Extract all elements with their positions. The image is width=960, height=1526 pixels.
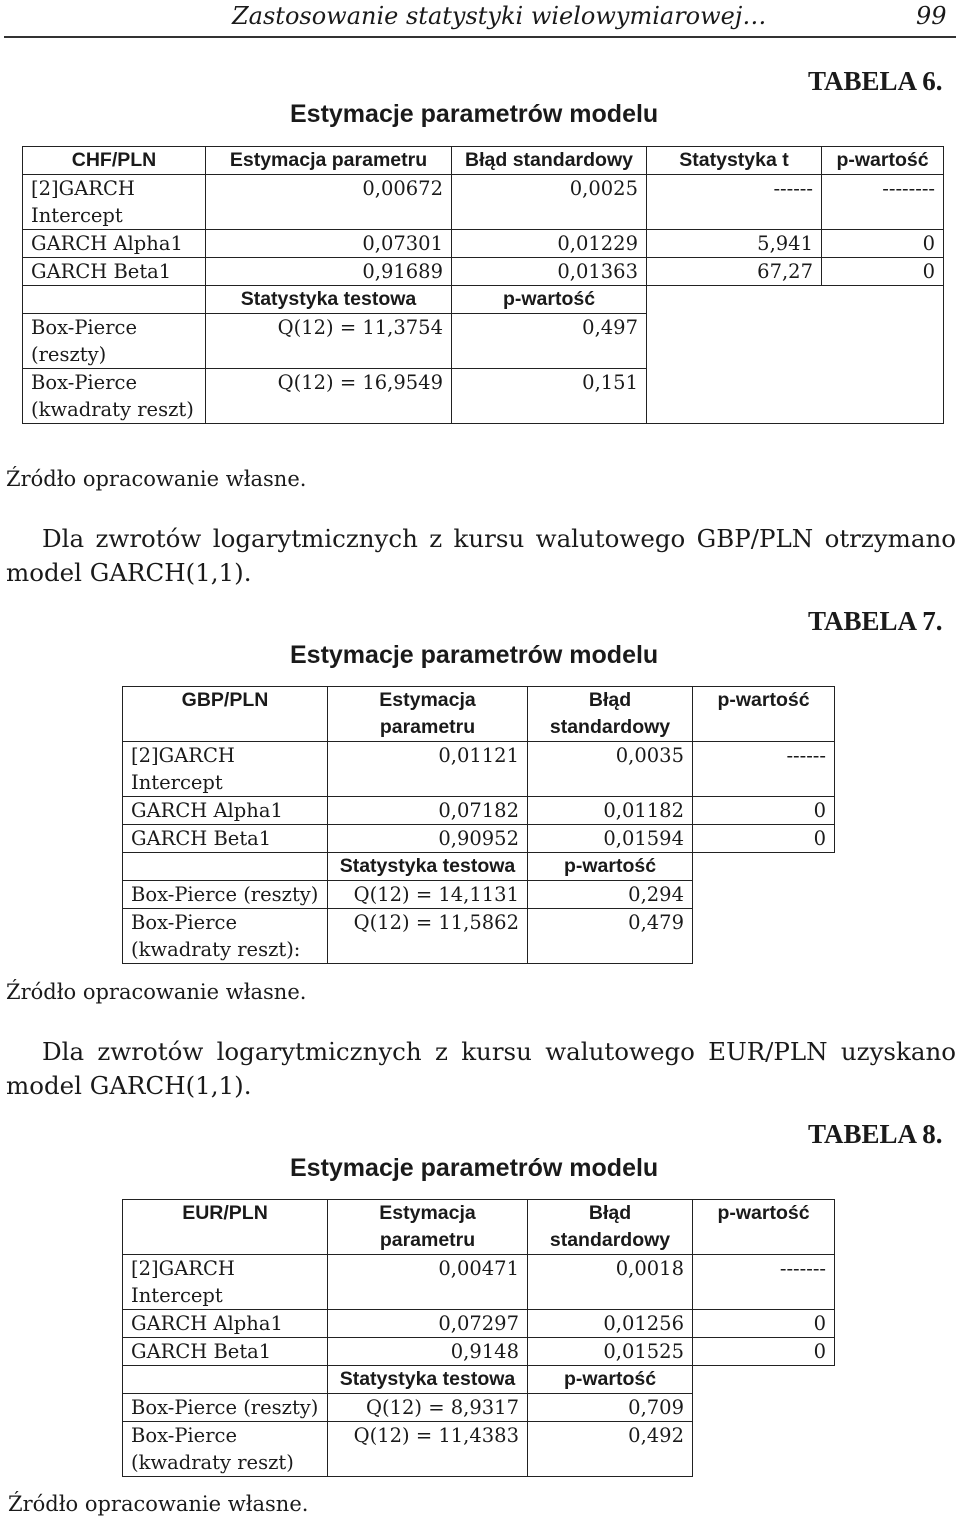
table-cell: 0,01256 bbox=[528, 1310, 693, 1338]
paragraph-gbp: Dla zwrotów logarytmicznych z kursu walutowego GBP/PLN otrzymano model GARCH(1,1). bbox=[6, 524, 956, 587]
header-cell: Estymacja parametru bbox=[328, 687, 528, 742]
table-cell: 0,00471 bbox=[328, 1255, 528, 1310]
table-cell: Q(12) = 16,9549 bbox=[206, 369, 452, 424]
test-header-row bbox=[123, 853, 835, 881]
header-cell: CHF/PLN bbox=[23, 147, 206, 175]
header-cell: Statystyka testowa bbox=[328, 1366, 528, 1394]
table-cell: ------- bbox=[693, 1255, 835, 1310]
table-row bbox=[123, 797, 835, 825]
table-6-source: Źródło opracowanie własne. bbox=[6, 467, 307, 491]
table-8-source: Źródło opracowanie własne. bbox=[8, 1492, 309, 1516]
row-label: Box-Pierce (reszty) bbox=[123, 881, 328, 909]
header-cell: GBP/PLN bbox=[123, 687, 328, 742]
table-cell: ------ bbox=[647, 175, 822, 230]
row-label: Box-Pierce (kwadraty reszt) bbox=[123, 1422, 328, 1477]
row-label: GARCH Alpha1 bbox=[23, 230, 206, 258]
row-label: [2]GARCH Intercept bbox=[123, 742, 328, 797]
header-cell: p-wartość bbox=[528, 1366, 693, 1394]
table-cell: Q(12) = 11,3754 bbox=[206, 314, 452, 369]
table-cell: 0,00672 bbox=[206, 175, 452, 230]
table-cell: 0,01121 bbox=[328, 742, 528, 797]
table-cell: Q(12) = 11,5862 bbox=[328, 909, 528, 964]
table-cell: 0 bbox=[693, 1310, 835, 1338]
table-row bbox=[123, 742, 835, 797]
header-cell: Statystyka testowa bbox=[206, 286, 452, 314]
table-6 bbox=[22, 146, 944, 424]
table-cell: 0,151 bbox=[452, 369, 647, 424]
table-row bbox=[123, 1310, 835, 1338]
header-cell: Błąd standardowy bbox=[528, 687, 693, 742]
row-label: Box-Pierce (kwadraty reszt) bbox=[23, 369, 206, 424]
table-cell: 0,294 bbox=[528, 881, 693, 909]
header-cell: Błąd standardowy bbox=[528, 1200, 693, 1255]
table-cell: 0,0025 bbox=[452, 175, 647, 230]
table-cell: 0,01229 bbox=[452, 230, 647, 258]
table-header-row bbox=[123, 1200, 835, 1255]
table-row bbox=[123, 1255, 835, 1310]
table-cell: 0,07182 bbox=[328, 797, 528, 825]
header-cell: p-wartość bbox=[693, 687, 835, 742]
header-cell: Statystyka testowa bbox=[328, 853, 528, 881]
table-cell: 67,27 bbox=[647, 258, 822, 286]
row-label: Box-Pierce (reszty) bbox=[23, 314, 206, 369]
table-cell: Q(12) = 14,1131 bbox=[328, 881, 528, 909]
row-label: GARCH Alpha1 bbox=[123, 1310, 328, 1338]
table-cell: 0 bbox=[693, 825, 835, 853]
header-cell: Estymacja parametru bbox=[206, 147, 452, 175]
header-cell: Estymacja parametru bbox=[328, 1200, 528, 1255]
table-cell: -------- bbox=[822, 175, 944, 230]
table-cell: 0,01525 bbox=[528, 1338, 693, 1366]
test-header-row bbox=[23, 286, 944, 314]
row-label: GARCH Alpha1 bbox=[123, 797, 328, 825]
table-cell: 0,0035 bbox=[528, 742, 693, 797]
table-cell: ------ bbox=[693, 742, 835, 797]
table-6-title: Estymacje parametrów modelu bbox=[290, 100, 659, 128]
table-8-title: Estymacje parametrów modelu bbox=[290, 1154, 659, 1182]
page-number: 99 bbox=[916, 2, 947, 30]
header-cell: p-wartość bbox=[822, 147, 944, 175]
row-label: GARCH Beta1 bbox=[123, 825, 328, 853]
header-cell: p-wartość bbox=[452, 286, 647, 314]
table-row bbox=[23, 258, 944, 286]
table-7-source: Źródło opracowanie własne. bbox=[6, 980, 307, 1004]
table-row bbox=[23, 230, 944, 258]
table-cell: 0,90952 bbox=[328, 825, 528, 853]
table-cell: 0 bbox=[693, 797, 835, 825]
table-cell: 0,0018 bbox=[528, 1255, 693, 1310]
table-8-number: TABELA 8. bbox=[808, 1119, 943, 1149]
table-7-title: Estymacje parametrów modelu bbox=[290, 641, 659, 669]
table-cell: 0 bbox=[822, 258, 944, 286]
row-label: [2]GARCH Intercept bbox=[23, 175, 206, 230]
paragraph-eur: Dla zwrotów logarytmicznych z kursu walutowego EUR/PLN uzyskano model GARCH(1,1). bbox=[6, 1037, 956, 1100]
table-6-number: TABELA 6. bbox=[808, 66, 943, 96]
header-cell: Statystyka t bbox=[647, 147, 822, 175]
table-cell: Q(12) = 11,4383 bbox=[328, 1422, 528, 1477]
header-cell: p-wartość bbox=[528, 853, 693, 881]
table-header-row bbox=[123, 687, 835, 742]
row-label: [2]GARCH Intercept bbox=[123, 1255, 328, 1310]
table-header-row bbox=[23, 147, 944, 175]
table-cell: 0 bbox=[693, 1338, 835, 1366]
header-divider bbox=[4, 36, 956, 38]
running-header-title: Zastosowanie statystyki wielowymiarowej… bbox=[232, 2, 767, 30]
table-cell: 0,01594 bbox=[528, 825, 693, 853]
table-cell: 0,9148 bbox=[328, 1338, 528, 1366]
table-row bbox=[23, 175, 944, 230]
table-cell: 0,07301 bbox=[206, 230, 452, 258]
header-cell: p-wartość bbox=[693, 1200, 835, 1255]
table-row bbox=[123, 1338, 835, 1366]
table-cell: 0,91689 bbox=[206, 258, 452, 286]
table-7 bbox=[122, 686, 835, 964]
test-header-row bbox=[123, 1366, 835, 1394]
table-cell: 0,01182 bbox=[528, 797, 693, 825]
table-row bbox=[123, 825, 835, 853]
table-cell: 0,497 bbox=[452, 314, 647, 369]
row-label: GARCH Beta1 bbox=[123, 1338, 328, 1366]
table-cell: 0,01363 bbox=[452, 258, 647, 286]
table-cell: 0,479 bbox=[528, 909, 693, 964]
table-cell: 0,709 bbox=[528, 1394, 693, 1422]
table-cell: 0,492 bbox=[528, 1422, 693, 1477]
table-cell: 5,941 bbox=[647, 230, 822, 258]
table-cell: 0 bbox=[822, 230, 944, 258]
table-cell: 0,07297 bbox=[328, 1310, 528, 1338]
table-7-number: TABELA 7. bbox=[808, 606, 943, 636]
table-8 bbox=[122, 1199, 835, 1477]
row-label: Box-Pierce (reszty) bbox=[123, 1394, 328, 1422]
row-label: Box-Pierce (kwadraty reszt): bbox=[123, 909, 328, 964]
header-cell: EUR/PLN bbox=[123, 1200, 328, 1255]
row-label: GARCH Beta1 bbox=[23, 258, 206, 286]
header-cell: Błąd standardowy bbox=[452, 147, 647, 175]
table-cell: Q(12) = 8,9317 bbox=[328, 1394, 528, 1422]
